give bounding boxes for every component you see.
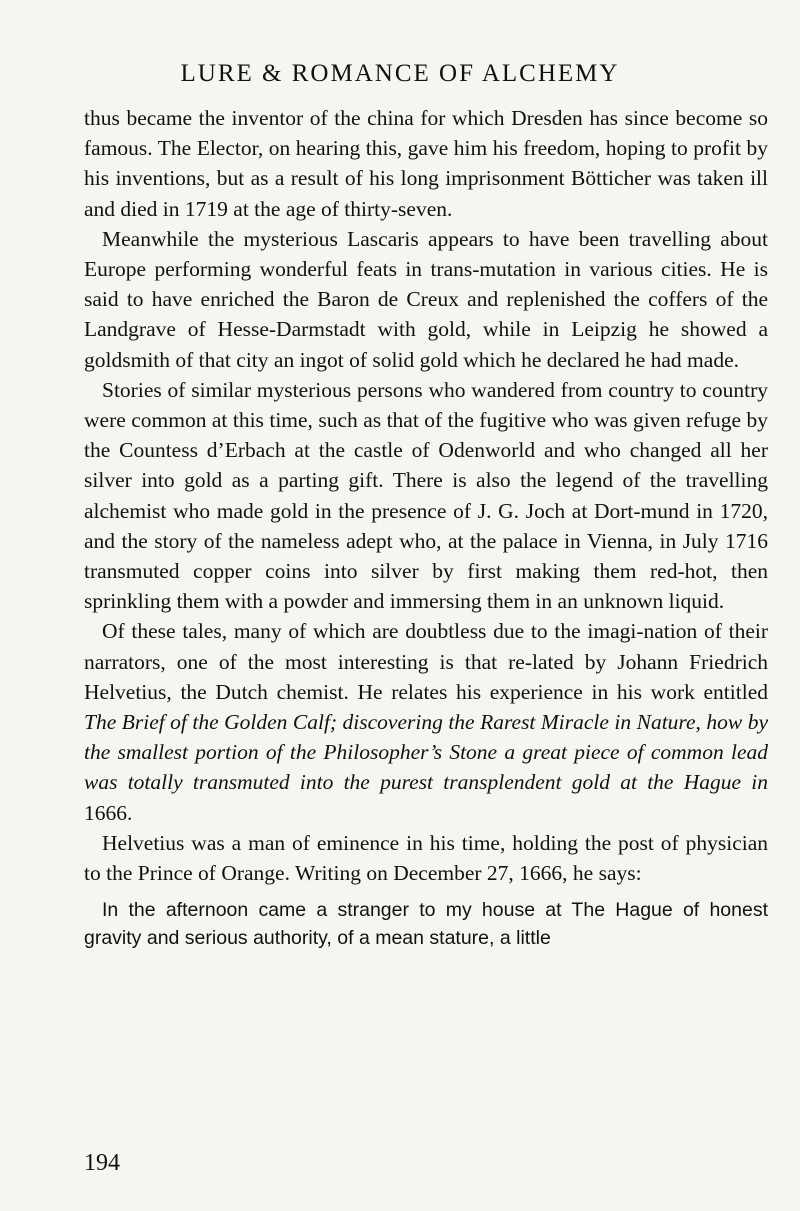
helvetius-text: Of these tales, many of which are doubtless due to the imagi-nation of their narrators, one of the most interesting is that re-lated by Johann Friedrich Helvetius, the Dutch chemist. He relates his experience in his work entitled xyxy=(84,619,768,704)
paragraph-helvetius xyxy=(84,616,768,827)
book-subtitle: how by the smallest portion of the Philosopher’s Stone a great piece of common lead was totally transmuted into the purest transplendent gold at the Hague in xyxy=(84,710,769,795)
page-number: 194 xyxy=(84,1150,120,1176)
running-head: LURE & ROMANCE OF ALCHEMY xyxy=(180,60,620,87)
book-title: The Brief of the Golden Calf; discovering the Rarest Miracle in Nature xyxy=(84,710,696,735)
body-text xyxy=(84,103,768,952)
block-quote: In the afternoon came a stranger to my house at The Hague of honest gravity and serious authority, of a mean stature, a little xyxy=(84,899,768,950)
helvetius-year: 1666. xyxy=(84,800,133,825)
paragraph-lascaris: Meanwhile the mysterious Lascaris appears to have been travelling about Europe performing wonderful feats in trans-mutation in various cities. He is said to have enriched the Baron de Creux and replenished the coffers of the Landgrave of Hesse-Darmstadt with gold, while in Leipzig he showed a goldsmith of that city an ingot of solid gold which he declared he had made. xyxy=(84,226,768,372)
title-comma: , xyxy=(695,710,707,735)
paragraph-mysterious-persons: Stories of similar mysterious persons who wandered from country to country were common at this time, such as that of the fugitive who was given refuge by the Countess d’Erbach at the castle of Odenworld and who changed all her silver into gold as a parting gift. There is also the legend of the travelling alchemist who made gold in the presence of J. G. Joch at Dort-mund in 1720, and the story of the nameless adept who, at the palace in Vienna, in July 1716 transmuted copper coins into silver by first making them red-hot, then sprinkling them with a powder and immersing them in an unknown liquid. xyxy=(84,377,768,614)
paragraph-physician: Helvetius was a man of eminence in his time, holding the post of physician to the Prince of Orange. Writing on December 27, 1666, he says: xyxy=(84,830,768,886)
paragraph-bottcher: thus became the inventor of the china for which Dresden has since become so famous. The Elector, on hearing this, gave him his freedom, hoping to profit by his inventions, but as a result of his long imprisonment Bötticher was taken ill and died in 1719 at the age of thirty-seven. xyxy=(84,106,768,221)
